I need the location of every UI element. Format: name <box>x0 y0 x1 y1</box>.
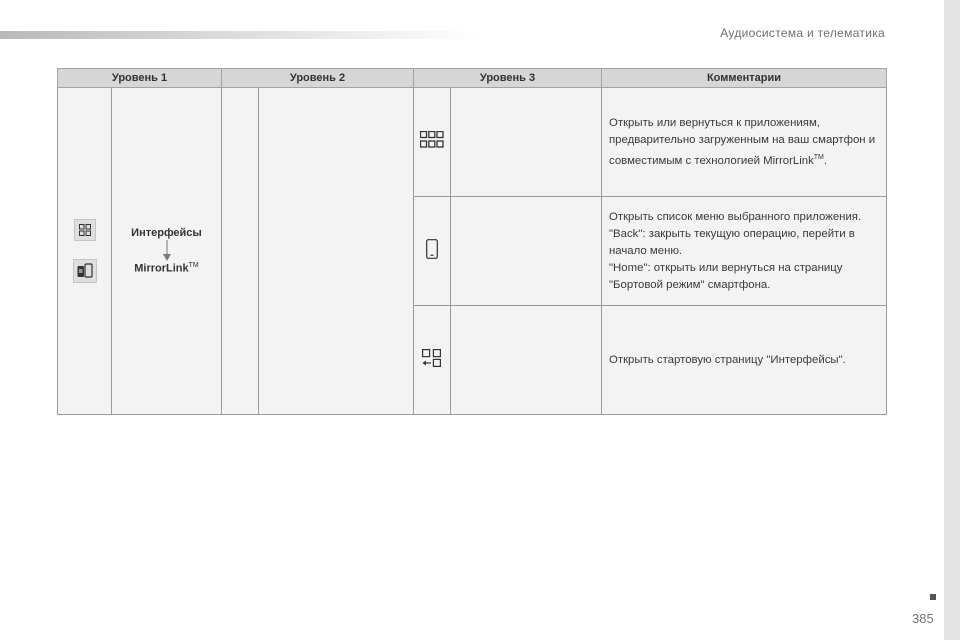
level3-label-cell <box>451 197 602 306</box>
comment-cell <box>602 197 887 306</box>
home-screen-icon[interactable] <box>422 354 442 371</box>
menu-table <box>57 68 887 415</box>
page-marker <box>930 594 936 600</box>
header-level-2: Уровень 2 <box>222 69 414 88</box>
apps-grid-icon[interactable] <box>74 219 96 241</box>
level2-icon-cell <box>222 88 259 415</box>
comment-text: Открыть стартовую страницу "Интерфейсы". <box>609 353 846 366</box>
comment-text: Открыть или вернуться к приложениям, предварительно загруженным на ваш смартфон и совместимым с технологией MirrorLink™. <box>609 116 876 167</box>
header-comments: Комментарии <box>602 69 887 88</box>
level1-label-line2: MirrorLink <box>134 262 189 275</box>
apps-grid-icon[interactable] <box>420 135 444 152</box>
section-title: Аудиосистема и телематика <box>720 26 885 40</box>
mirrorlink-phone-icon[interactable] <box>73 259 97 283</box>
level3-label-cell <box>451 88 602 197</box>
level1-label-cell <box>112 88 222 415</box>
header-level-1: Уровень 1 <box>58 69 222 88</box>
level3-icon-cell <box>414 197 451 306</box>
level1-icon-cell <box>58 88 112 415</box>
level2-label-cell <box>259 88 414 415</box>
table-row <box>58 88 887 197</box>
level1-label-line1: Интерфейсы <box>131 227 202 240</box>
smartphone-icon[interactable] <box>426 246 438 263</box>
comment-text: Открыть список меню выбранного приложения. "Back": закрыть текущую операцию, перейти в начало меню. "Home": открыть или вернуться на страницу "Бортовой режим" смартфона. <box>609 210 862 291</box>
side-scroll-strip <box>944 0 960 640</box>
arrow-down-icon <box>162 240 172 262</box>
comment-cell <box>602 306 887 415</box>
top-decorative-bar <box>0 31 480 39</box>
level3-label-cell <box>451 306 602 415</box>
table-header-row <box>58 69 887 88</box>
comment-cell <box>602 88 887 197</box>
level3-icon-cell <box>414 306 451 415</box>
page-number: 385 <box>912 611 934 626</box>
header-level-3: Уровень 3 <box>414 69 602 88</box>
level3-icon-cell <box>414 88 451 197</box>
trademark-mark: TM <box>188 262 199 270</box>
